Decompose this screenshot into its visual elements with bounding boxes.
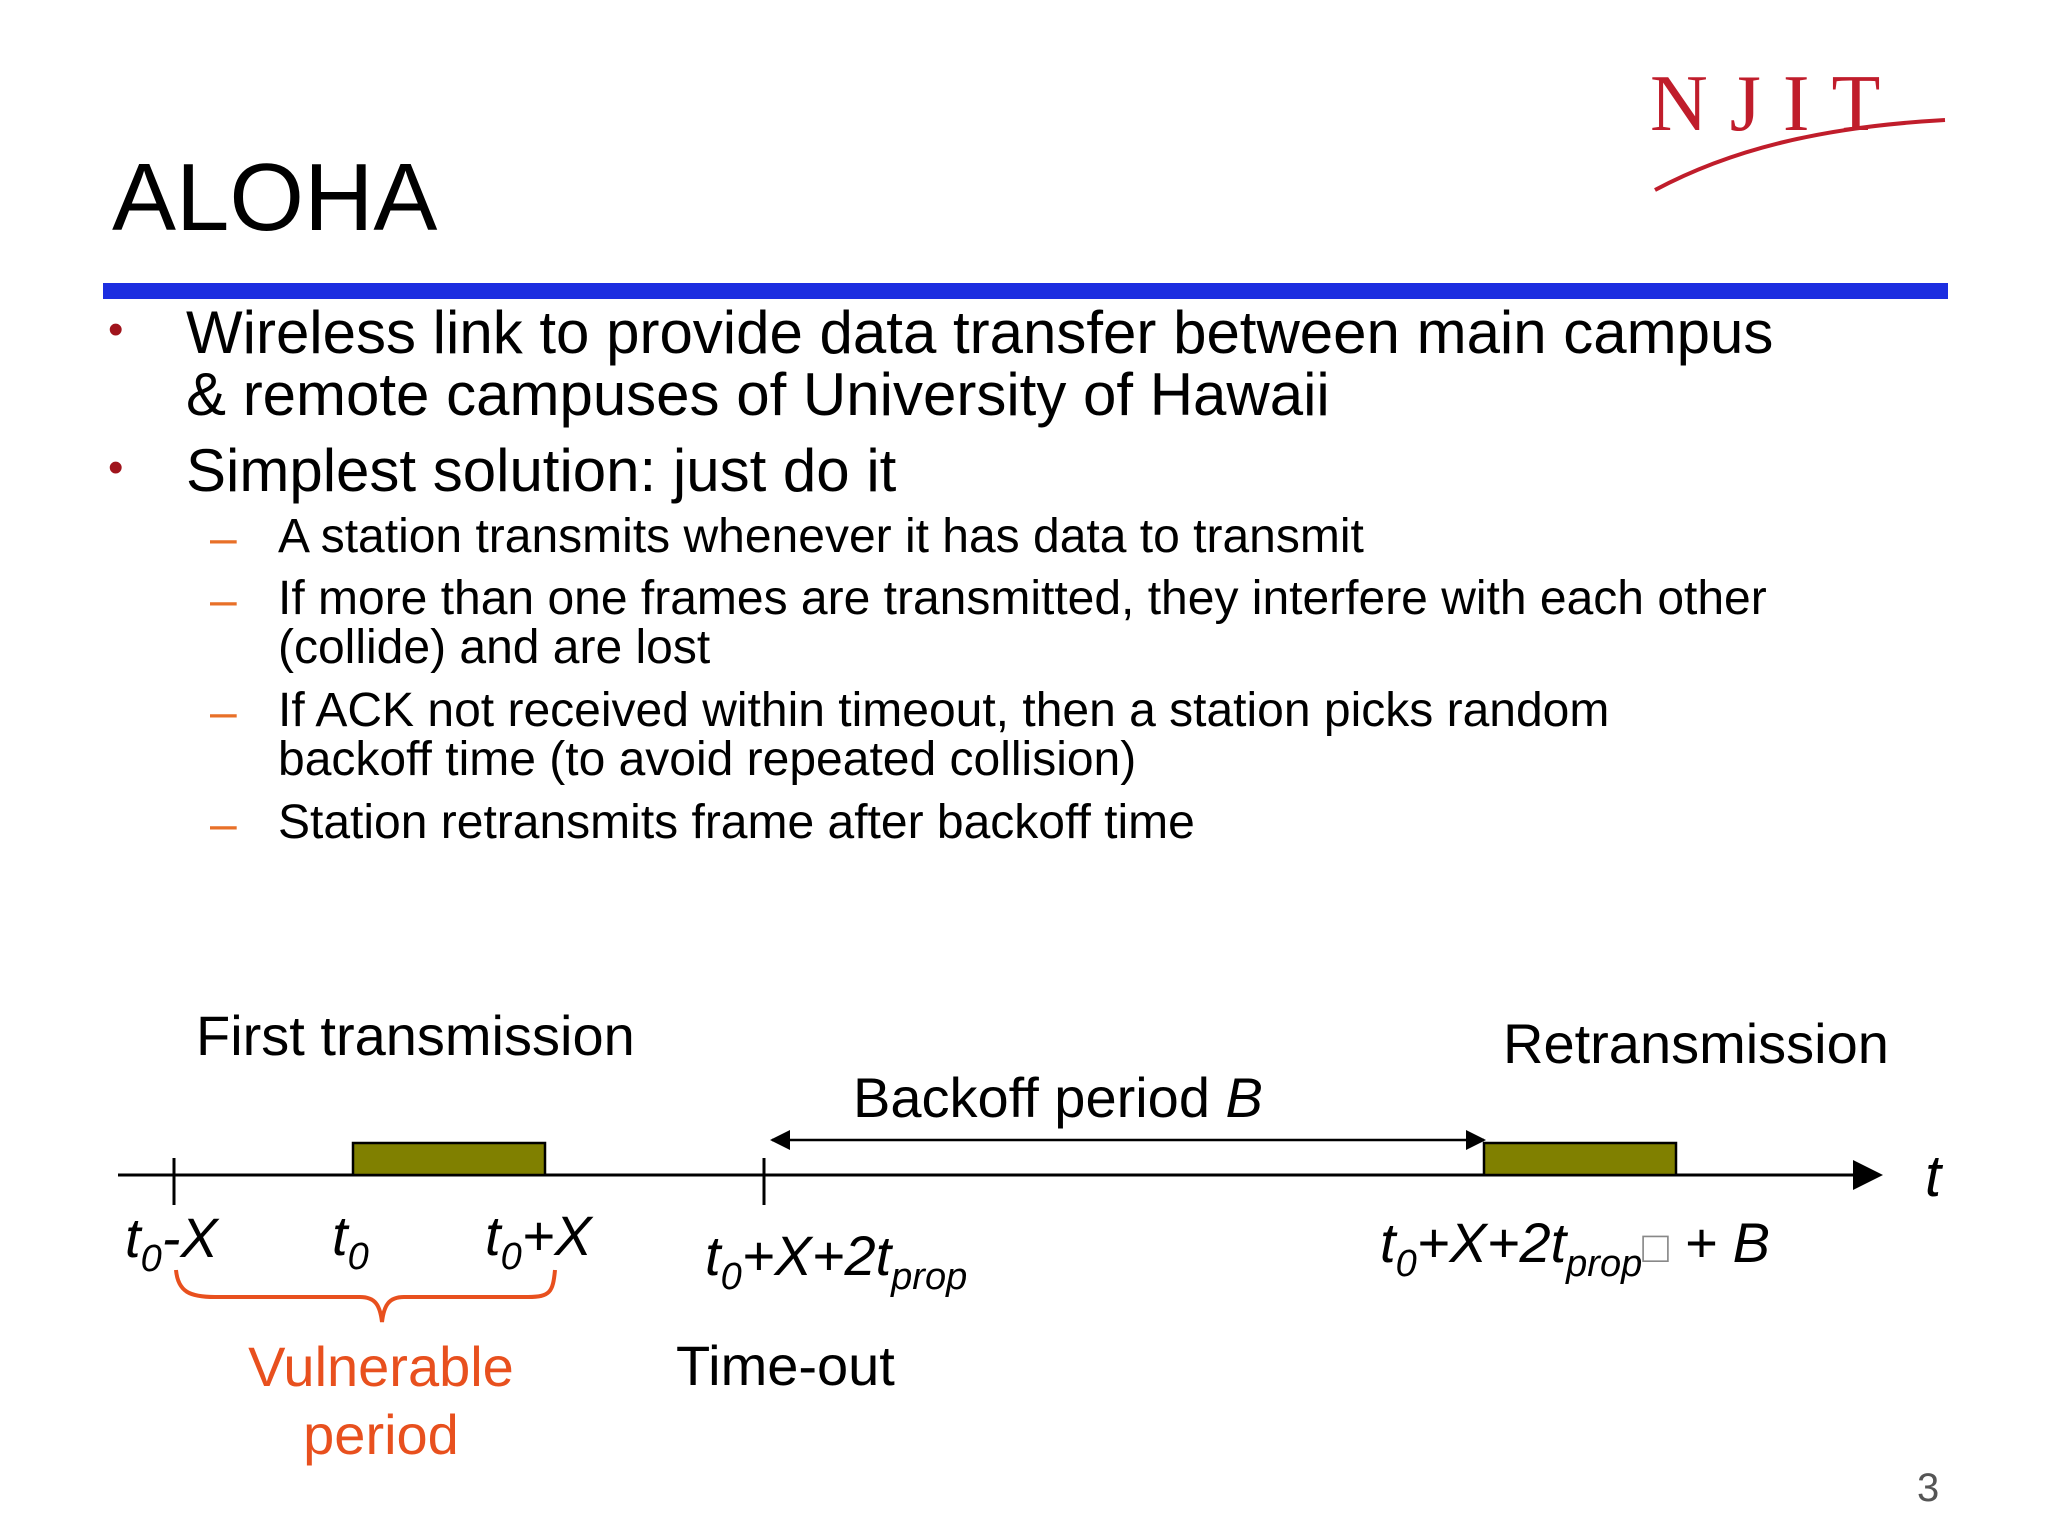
tick-expression: +X <box>521 1204 592 1267</box>
tick-label-t0-plus-x <box>485 1204 592 1278</box>
subbullet-item: A station transmits whenever it has data to transmit <box>278 510 1364 563</box>
tick-expression: +X+2t <box>741 1224 892 1287</box>
subbullet-marker: – <box>210 798 237 851</box>
tick-label-timeout <box>705 1224 968 1298</box>
missing-glyph-box: □ <box>1642 1223 1669 1272</box>
t-symbol: t <box>485 1204 501 1267</box>
tick-expression: +X+2t <box>1416 1211 1567 1274</box>
subbullet-marker: – <box>210 512 237 565</box>
vulnerable-line: Vulnerable <box>248 1335 514 1398</box>
subbullet-item: If ACK not received within timeout, then a station picks random backoff time (to avoid repeated collision) <box>278 684 1610 786</box>
vulnerable-line: period <box>303 1403 459 1466</box>
subscript: 0 <box>1395 1243 1417 1285</box>
subbullet-marker: – <box>210 574 237 627</box>
tick-expression: -X <box>161 1206 218 1269</box>
first-frame <box>353 1143 545 1175</box>
timeout-label: Time-out <box>676 1334 895 1397</box>
tick-label-t0-minus-x <box>125 1206 218 1280</box>
subscript: 0 <box>500 1236 522 1278</box>
t-symbol: t <box>705 1224 721 1287</box>
first-transmission-label: First transmission <box>196 1004 635 1067</box>
retransmission-frame <box>1484 1143 1676 1175</box>
backoff-text: Backoff period <box>853 1066 1226 1129</box>
subscript: prop <box>1566 1243 1643 1285</box>
subscript: 0 <box>720 1256 742 1298</box>
bullet-marker: • <box>108 443 124 492</box>
axis-label-t: t <box>1925 1144 1942 1209</box>
tick-expression: + B <box>1668 1211 1770 1274</box>
backoff-variable: B <box>1225 1066 1263 1129</box>
t-symbol: t <box>125 1206 141 1269</box>
subbullet-item: Station retransmits frame after backoff time <box>278 796 1195 849</box>
bullet-item: Wireless link to provide data transfer between main campus & remote campuses of University of Hawaii <box>186 299 1774 428</box>
subscript: 0 <box>347 1236 369 1278</box>
logo-text: NJIT <box>1650 60 1903 148</box>
bullet-marker: • <box>108 305 124 354</box>
subscript: 0 <box>140 1238 162 1280</box>
subbullet-item: If more than one frames are transmitted, they interfere with each other (collide) and are lost <box>278 572 1767 674</box>
subscript: prop <box>891 1256 968 1298</box>
t-symbol: t <box>1380 1211 1396 1274</box>
vulnerable-period-label <box>243 1333 519 1469</box>
tick-label-retransmission <box>1380 1211 1770 1285</box>
backoff-period-label <box>853 1066 1263 1129</box>
retransmission-label: Retransmission <box>1503 1012 1889 1075</box>
slide-title: ALOHA <box>112 144 438 251</box>
page-number: 3 <box>1917 1466 1940 1510</box>
tick-label-t0 <box>332 1204 369 1278</box>
bullet-item: Simplest solution: just do it <box>186 437 897 504</box>
t-symbol: t <box>332 1204 348 1267</box>
subbullet-marker: – <box>210 686 237 739</box>
